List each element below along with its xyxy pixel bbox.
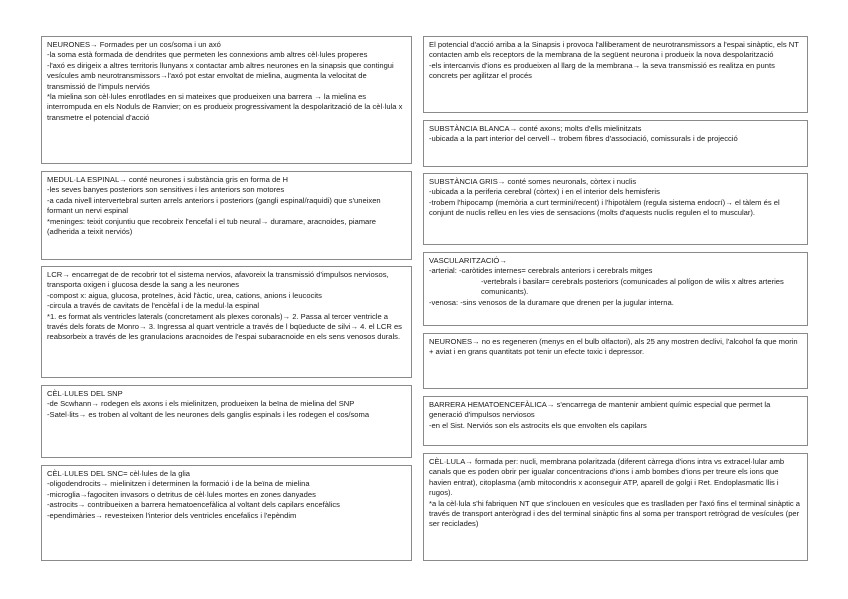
medula-line-1: -les seves banyes posteriors son sensitives i les anteriors son motores <box>47 185 285 195</box>
snc-line-0: CÈL·LULES DEL SNC= cèl·lules de la glia <box>47 469 191 478</box>
blanca-line-1: -ubicada a la part interior del cervell→ trobem fibres d'associació, comissurals i de projecció <box>429 134 738 144</box>
snp-line-2: -Satel·lits→ es troben al voltant de les neurones dels ganglis espinals i les rodegen el cos/soma <box>47 409 370 419</box>
medula-line-2: -a cada nivell intervertebral surten arrels anteriors i posteriors (gangli espinal/raquidi) que s'uneixen formant un nervi espinal <box>47 195 381 216</box>
card-lcr <box>41 266 412 378</box>
gris-line-1: -ubicada a la periferia cerebral (còrtex) i en el interior dels hemisferis <box>429 187 660 197</box>
neurones-line-0: NEURONES→ Formades per un cos/soma i un axó <box>47 40 221 49</box>
barrera-line-1: -en el Sist. Nerviós son els astrocits els que envolten els capilars <box>429 420 647 430</box>
gris-line-2: -trobem l'hipocamp (memòria a curt termini/recent) i l'hipotàlem (regula sistema endocrí)→ el tàlem és el conjunt de nuclis relleu en les vies de sensacions (molts d'aquests nuclis regulen el to muscular). <box>429 197 780 218</box>
potencial-line-1: -els intercanvis d'ions es produeixen al llarg de la membrana→ la seva transmissió es realitza en punts concrets per agilitzar el procés <box>429 60 775 81</box>
medula-line-0: MEDUL·LA ESPINAL→ conté neurones i substància gris en forma de H <box>47 175 289 184</box>
snc-line-2: -microglia→fagociten invasors o detritus de cèl·lules mortes en zones danyades <box>47 489 316 499</box>
snp-line-1: -de Scwhann→ rodegen els axons i els mielinitzen, produeixen la beïna de mielina del SNP <box>47 399 355 409</box>
card-potencial-accio <box>423 36 808 113</box>
card-medula-espinal <box>41 171 412 260</box>
vasc-line-3: -venosa: -sins venosos de la duramare que drenen per la jugular interna. <box>429 297 674 307</box>
neurones-line-1: -la soma està formada de dendrites que permeten les connexions amb altres cèl·lules properes <box>47 50 368 60</box>
card-neurones-regeneracio <box>423 333 808 389</box>
vasc-line-1: -arterial: -caròtides internes= cerebrals anteriors i cerebrals mitges <box>429 266 653 276</box>
barrera-line-0: BARRERA HEMATOENCEFÀLICA→ s'encarrega de mantenir ambient químic especial que permet la generació d'impulsos nerviosos <box>429 400 771 420</box>
vasc-line-0: VASCULARITZACIÓ→ <box>429 256 507 265</box>
card-neurones <box>41 36 412 164</box>
snc-line-1: -oligodendrocits→ mielinitzen i determinen la formació i de la beïna de mielina <box>47 479 310 489</box>
card-vascularitzacio <box>423 252 808 326</box>
lcr-line-3: *1. es format als ventricles laterals (concretament als plexes coronals)→ 2. Passa al tercer ventricle a través dels forats de Monro→ 3. Ingressa al quart ventricle a través de l bqüeducte de silvi→ 4. el LCR es reabsorbeix a través de les granulacions aracnoides de l'espai subaracnoide en els sens venosos durals. <box>47 311 402 342</box>
cel-line-0: CÈL·LULA→ formada per: nucli, membrana polaritzada (diferent càrrega d'ions intra vs extracel·lular amb canals que es poden obrir per igualar concentracions d'ions i amb bombes d'ions per treure els ions que havien entrat), citoplasma (amb mitocondris x aconseguir ATP, aparell de golgi i Ret. Endoplasmatic llis i rugos). <box>429 457 785 498</box>
gris-line-0: SUBSTÀNCIA GRIS→ conté somes neuronals, còrtex i nuclis <box>429 177 637 186</box>
cel-line-1: *a la cèl·lula s'hi fabriquen NT que s'inclouen en vesícules que es traslladen per l'axó fins el terminal sinàptic a través de transport anterògrad i des del terminal sinàptic fins al soma per transport retrògrad de vesícules (per ser reciclades) <box>429 498 801 529</box>
vasc-line-2: -vertebrals i basilar= cerebrals posteriors (comunicades al polígon de wilis x altres arteries comunicants). <box>481 276 784 297</box>
card-barrera-hematoencefalica <box>423 396 808 446</box>
card-substancia-gris <box>423 173 808 245</box>
card-substancia-blanca <box>423 120 808 167</box>
lcr-line-0: LCR→ encarregat de de recobrir tot el sistema nervios, afavoreix la transmissió d'impulsos nerviosos, transporta oxigen i glucosa desde la sang a les neurones <box>47 270 389 290</box>
snc-line-3: -astrocits→ contribueixen a barrera hematoencefàlica al voltant dels capilars encefàlics <box>47 500 340 510</box>
card-cellules-snc <box>41 465 412 561</box>
neurones-line-3: *la mielina son cèl·lules enrotllades en si mateixes que produeixen una barrera → la mielina es interrompuda en els Noduls de Ranvier; on es produeix progressivament la despolarització de la cèl·lula x transmetre el potencial d'acció <box>47 92 403 122</box>
neurones2-line-0: NEURONES→ no es regeneren (menys en el bulb olfactori), als 25 any mostren declivi, l'alcohol fa que morin + aviat i en grans quantitats pot tenir un efecte toxic i depressor. <box>429 337 798 357</box>
potencial-line-0: El potencial d'acció arriba a la Sinapsis i provoca l'alliberament de neurotransmissors a l'espai sinàptic, els NT contacten amb els receptors de la membrana de la següent neurona i produeix la nova despolarització <box>429 40 799 60</box>
lcr-line-1: -compost x: aigua, glucosa, proteïnes, àcid l'àctic, urea, cations, anions i leucocits <box>47 290 322 300</box>
card-cellula <box>423 453 808 561</box>
lcr-line-2: -circula a través de cavitats de l'encèfal i de la medul·la espinal <box>47 301 260 311</box>
snc-line-4: -ependimàries→ revesteixen l'interior dels ventricles encefalics i l'epèndim <box>47 510 297 520</box>
medula-line-3: *meninges: teixit conjuntiu que recobreix l'encefal i el tub neural→ duramare, aracnoides, piamare (adherida a teixit nerviós) <box>47 216 377 237</box>
card-cellules-snp <box>41 385 412 458</box>
blanca-line-0: SUBSTÀNCIA BLANCA→ conté axons; molts d'ells mielinitzats <box>429 124 642 133</box>
snp-line-0: CÈL·LULES DEL SNP <box>47 389 123 398</box>
neurones-line-2: -l'axó es dirigeix a altres territoris llunyans x contactar amb altres neurones en la sinapsis que contingui vesícules amb neurotransmissors→l'axó pot estar envoltat de mielina, augmenta la velocitat de transmissió de l'impuls nerviós <box>47 60 394 91</box>
